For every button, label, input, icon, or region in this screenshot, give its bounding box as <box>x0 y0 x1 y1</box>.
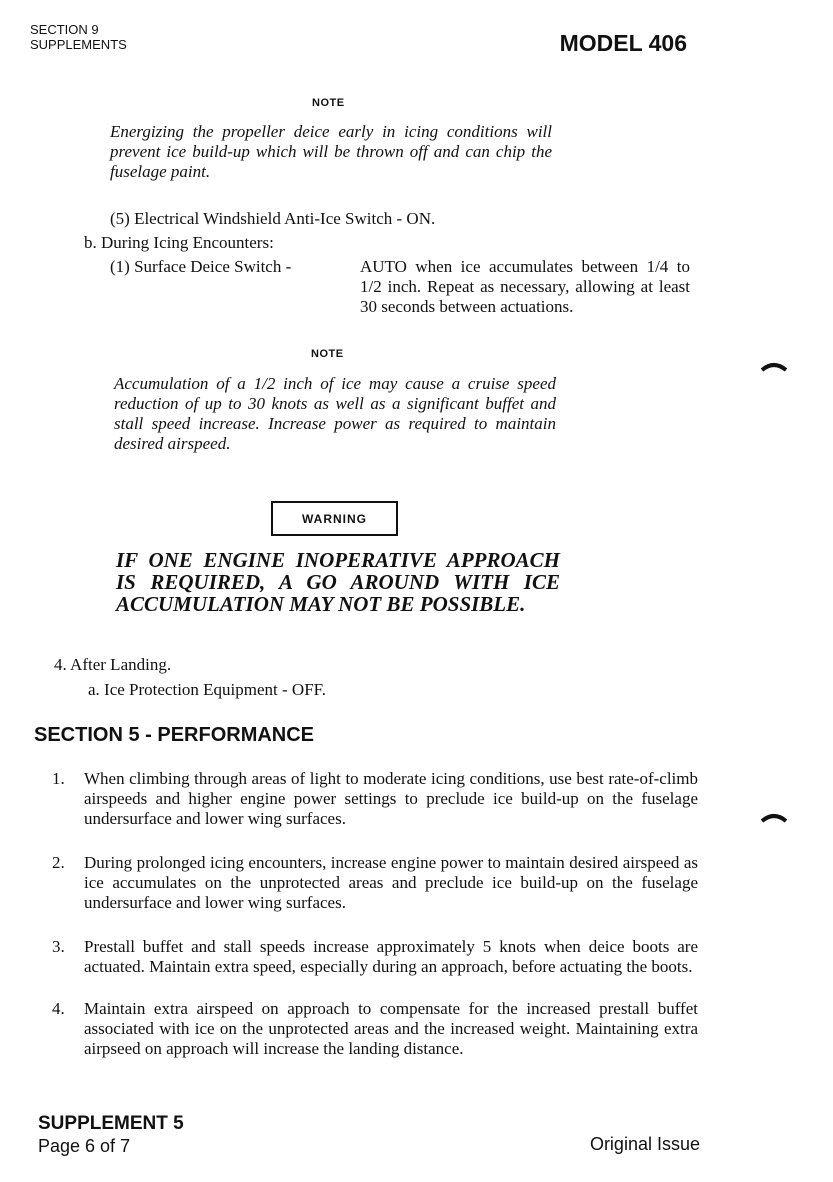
list-item: When climbing through areas of light to moderate icing conditions, use best rate-of-climb airspeeds and higher engine power settings to preclude ice build-up on the fuselage undersurface and lower wing surfaces. <box>84 769 698 828</box>
procedure-substep: a. Ice Protection Equipment - OFF. <box>88 680 327 699</box>
list-item: Maintain extra airspeed on approach to compensate for the increased prestall buffet associated with ice on the unprotected areas and the increased weight. Maintaining extra airpseed on approach will increase the landing distance. <box>84 999 698 1058</box>
footer-page-number: Page 6 of 7 <box>38 1136 131 1156</box>
running-header-section <box>30 22 127 52</box>
note-text: Energizing the propeller deice early in icing conditions will prevent ice build-up which will be thrown off and can chip the fuselage paint. <box>110 122 552 181</box>
warning-box <box>271 501 398 536</box>
note-label: NOTE <box>312 97 345 109</box>
checklist-subheading: b. During Icing Encounters: <box>84 233 274 252</box>
note-text: Accumulation of a 1/2 inch of ice may cause a cruise speed reduction of up to 30 knots as well as a significant buffet and stall speed increase. Increase power as required to maintain desired airspeed. <box>114 374 556 453</box>
list-item: Prestall buffet and stall speeds increase approximately 5 knots when deice boots are actuated. Maintain extra speed, especially during an approach, before actuating the boots. <box>84 937 698 976</box>
list-item-number: 3. <box>52 937 65 956</box>
list-item: During prolonged icing encounters, increase engine power to maintain desired airspeed as ice accumulates on the unprotected areas and preclude ice build-up on the fuselage undersurface and lower wing surfaces. <box>84 853 698 912</box>
footer-issue: Original Issue <box>589 1134 700 1154</box>
list-item-number: 2. <box>52 853 65 872</box>
warning-label: WARNING <box>302 511 367 526</box>
revision-mark-icon <box>760 358 790 374</box>
checklist-item-name: (1) Surface Deice Switch - <box>110 257 292 276</box>
section-name: SUPPLEMENTS <box>30 37 127 52</box>
footer-supplement: SUPPLEMENT 5 <box>38 1113 184 1134</box>
procedure-step: 4. After Landing. <box>54 655 172 674</box>
checklist-item: (5) Electrical Windshield Anti-Ice Switch - ON. <box>110 209 436 228</box>
revision-mark-icon <box>760 809 790 825</box>
note-label: NOTE <box>311 348 344 360</box>
list-item-number: 1. <box>52 769 65 788</box>
model-title: MODEL 406 <box>559 30 687 56</box>
list-item-number: 4. <box>52 999 65 1018</box>
warning-text: IF ONE ENGINE INOPERATIVE APPROACH IS REQUIRED, A GO AROUND WITH ICE ACCUMULATION MAY NOT BE POSSIBLE. <box>116 548 560 616</box>
section-heading: SECTION 5 - PERFORMANCE <box>34 724 315 746</box>
checklist-item-action: AUTO when ice accumulates between 1/4 to 1/2 inch. Repeat as necessary, allowing at least 30 seconds between actuations. <box>360 257 690 316</box>
section-number: SECTION 9 <box>30 22 99 37</box>
